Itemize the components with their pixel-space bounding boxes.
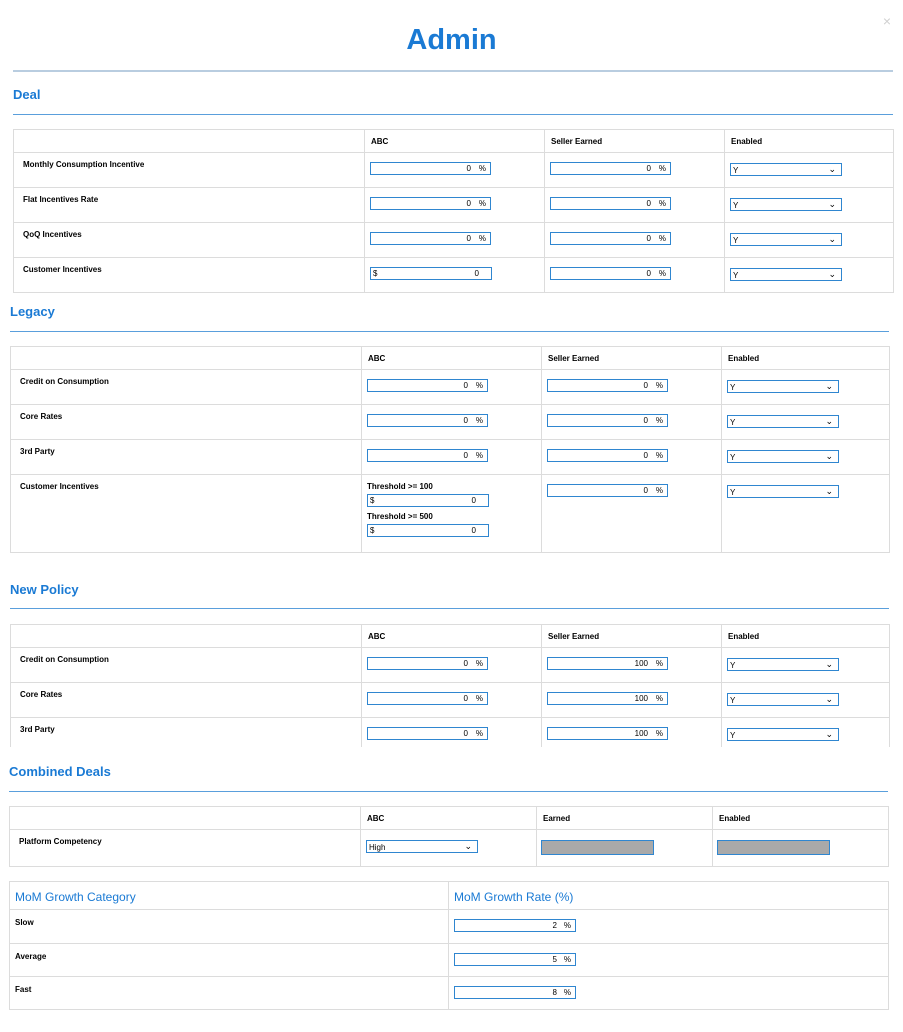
close-icon[interactable]: × — [882, 13, 891, 29]
header-enabled: Enabled — [722, 625, 890, 648]
abc-rate-input[interactable] — [367, 727, 488, 740]
table-header-row — [10, 882, 889, 910]
input-value: 0 — [463, 381, 468, 390]
row-label: QoQ Incentives — [14, 223, 365, 258]
percent-unit: % — [658, 269, 666, 278]
select-value: Y — [730, 696, 736, 705]
input-value: 0 — [463, 659, 468, 668]
legacy-section-title: Legacy — [10, 304, 55, 319]
input-value: 2 — [552, 921, 557, 930]
chevron-down-icon: ⌄ — [825, 451, 833, 461]
percent-unit: % — [478, 234, 486, 243]
deal-table — [13, 129, 894, 293]
enabled-select[interactable] — [727, 693, 839, 706]
input-value: 0 — [646, 164, 651, 173]
percent-unit: % — [475, 729, 483, 738]
input-value: 0 — [466, 164, 471, 173]
percent-unit: % — [475, 381, 483, 390]
threshold-label: Threshold >= 100 — [367, 482, 433, 491]
seller-earned-input[interactable] — [547, 449, 668, 462]
seller-earned-input[interactable] — [550, 267, 671, 280]
row-label: Customer Incentives — [11, 475, 362, 553]
row-label: Average — [10, 944, 449, 977]
percent-unit: % — [563, 988, 571, 997]
chevron-down-icon: ⌄ — [825, 486, 833, 496]
row-label: Platform Competency — [10, 830, 361, 867]
threshold-100-input[interactable] — [367, 494, 489, 507]
select-value: Y — [730, 418, 736, 427]
select-value: Y — [730, 731, 736, 740]
row-label: Core Rates — [11, 683, 362, 718]
header-enabled: Enabled — [725, 130, 894, 153]
row-label: Customer Incentives — [14, 258, 365, 293]
table-row — [14, 223, 894, 258]
percent-unit: % — [655, 729, 663, 738]
header-seller-earned: Seller Earned — [542, 625, 722, 648]
percent-unit: % — [655, 659, 663, 668]
table-row — [11, 683, 890, 718]
abc-amount-input[interactable] — [370, 267, 492, 280]
table-header-row — [11, 625, 890, 648]
input-value: 0 — [643, 381, 648, 390]
input-value: 0 — [646, 234, 651, 243]
enabled-select[interactable] — [727, 728, 839, 741]
select-value: Y — [730, 453, 736, 462]
combined-deals-table — [9, 806, 889, 867]
header-seller-earned: Seller Earned — [545, 130, 725, 153]
legacy-divider — [10, 331, 889, 332]
header-blank — [11, 625, 362, 648]
abc-rate-input[interactable] — [367, 657, 488, 670]
table-row — [11, 475, 890, 553]
seller-earned-input[interactable] — [547, 727, 668, 740]
seller-earned-input[interactable] — [547, 484, 668, 497]
abc-rate-input[interactable] — [370, 197, 491, 210]
seller-earned-input[interactable] — [550, 197, 671, 210]
chevron-down-icon: ⌄ — [828, 164, 836, 174]
percent-unit: % — [658, 199, 666, 208]
percent-unit: % — [655, 416, 663, 425]
chevron-down-icon: ⌄ — [828, 269, 836, 279]
input-value: 100 — [634, 694, 648, 703]
percent-unit: % — [475, 659, 483, 668]
seller-earned-input[interactable] — [550, 232, 671, 245]
select-value: Y — [730, 661, 736, 670]
chevron-down-icon: ⌄ — [828, 199, 836, 209]
percent-unit: % — [655, 486, 663, 495]
abc-rate-input[interactable] — [370, 232, 491, 245]
header-enabled: Enabled — [713, 807, 889, 830]
select-value: Y — [730, 383, 736, 392]
enabled-select[interactable] — [730, 198, 842, 211]
enabled-select[interactable] — [730, 268, 842, 281]
table-row — [14, 153, 894, 188]
threshold-label: Threshold >= 500 — [367, 512, 433, 521]
table-row — [11, 648, 890, 683]
input-value: 0 — [474, 269, 479, 278]
row-label: Flat Incentives Rate — [14, 188, 365, 223]
header-abc: ABC — [362, 625, 542, 648]
mom-growth-table — [9, 881, 889, 1010]
table-row — [10, 830, 889, 867]
percent-unit: % — [655, 381, 663, 390]
enabled-disabled-field — [717, 840, 830, 855]
header-abc: ABC — [365, 130, 545, 153]
growth-rate-input[interactable] — [454, 919, 576, 932]
percent-unit: % — [478, 164, 486, 173]
deal-divider — [13, 114, 893, 115]
row-label: Fast — [10, 977, 449, 1010]
header-blank — [11, 347, 362, 370]
abc-rate-input[interactable] — [367, 414, 488, 427]
earned-disabled-field — [541, 840, 654, 855]
input-value: 0 — [466, 199, 471, 208]
abc-rate-input[interactable] — [370, 162, 491, 175]
abc-rate-input[interactable] — [367, 379, 488, 392]
select-value: Y — [733, 236, 739, 245]
table-row — [11, 370, 890, 405]
chevron-down-icon: ⌄ — [825, 729, 833, 739]
seller-earned-input[interactable] — [547, 379, 668, 392]
threshold-500-input[interactable] — [367, 524, 489, 537]
percent-unit: % — [563, 955, 571, 964]
header-seller-earned: Seller Earned — [542, 347, 722, 370]
header-mom-growth-category: MoM Growth Category — [10, 882, 449, 910]
row-label: Slow — [10, 910, 449, 944]
chevron-down-icon: ⌄ — [828, 234, 836, 244]
table-header-row — [10, 807, 889, 830]
table-row — [14, 258, 894, 293]
table-row — [10, 977, 889, 1010]
row-label: Core Rates — [11, 405, 362, 440]
seller-earned-input[interactable] — [547, 692, 668, 705]
new-policy-section-title: New Policy — [10, 582, 79, 597]
input-value: 0 — [643, 416, 648, 425]
chevron-down-icon: ⌄ — [464, 841, 472, 851]
dollar-prefix: $ — [373, 269, 378, 278]
legacy-table — [10, 346, 890, 553]
select-value: High — [369, 843, 386, 852]
dialog-title: Admin — [406, 24, 497, 56]
enabled-select[interactable] — [727, 485, 839, 498]
input-value: 0 — [471, 526, 476, 535]
chevron-down-icon: ⌄ — [825, 381, 833, 391]
header-blank — [10, 807, 361, 830]
dollar-prefix: $ — [370, 496, 375, 505]
header-abc: ABC — [362, 347, 542, 370]
row-label: 3rd Party — [11, 718, 362, 747]
competency-level-select[interactable] — [366, 840, 478, 853]
table-row — [10, 944, 889, 977]
percent-unit: % — [658, 164, 666, 173]
percent-unit: % — [655, 451, 663, 460]
percent-unit: % — [563, 921, 571, 930]
percent-unit: % — [658, 234, 666, 243]
abc-rate-input[interactable] — [367, 449, 488, 462]
input-value: 0 — [463, 451, 468, 460]
row-label: Credit on Consumption — [11, 648, 362, 683]
input-value: 0 — [463, 729, 468, 738]
percent-unit: % — [478, 199, 486, 208]
enabled-select[interactable] — [730, 233, 842, 246]
table-row — [11, 440, 890, 475]
input-value: 8 — [552, 988, 557, 997]
select-value: Y — [733, 201, 739, 210]
combined-deals-section-title: Combined Deals — [9, 764, 111, 779]
input-value: 0 — [646, 199, 651, 208]
seller-earned-input[interactable] — [550, 162, 671, 175]
enabled-select[interactable] — [727, 658, 839, 671]
combined-deals-divider — [9, 791, 888, 792]
seller-earned-input[interactable] — [547, 657, 668, 670]
enabled-select[interactable] — [727, 415, 839, 428]
input-value: 0 — [643, 451, 648, 460]
header-mom-growth-rate: MoM Growth Rate (%) — [449, 882, 889, 910]
seller-earned-input[interactable] — [547, 414, 668, 427]
row-label: Credit on Consumption — [11, 370, 362, 405]
enabled-select[interactable] — [730, 163, 842, 176]
input-value: 0 — [643, 486, 648, 495]
row-label: Monthly Consumption Incentive — [14, 153, 365, 188]
dollar-prefix: $ — [370, 526, 375, 535]
header-earned: Earned — [537, 807, 713, 830]
input-value: 0 — [463, 416, 468, 425]
growth-rate-input[interactable] — [454, 986, 576, 999]
new-policy-divider — [10, 608, 889, 609]
deal-section-title: Deal — [13, 87, 41, 102]
chevron-down-icon: ⌄ — [825, 659, 833, 669]
percent-unit: % — [475, 451, 483, 460]
table-row — [14, 188, 894, 223]
table-row — [11, 718, 890, 747]
enabled-select[interactable] — [727, 450, 839, 463]
select-value: Y — [733, 166, 739, 175]
table-header-row — [11, 347, 890, 370]
input-value: 100 — [634, 659, 648, 668]
select-value: Y — [733, 271, 739, 280]
growth-rate-input[interactable] — [454, 953, 576, 966]
table-row — [11, 405, 890, 440]
select-value: Y — [730, 488, 736, 497]
chevron-down-icon: ⌄ — [825, 416, 833, 426]
percent-unit: % — [655, 694, 663, 703]
input-value: 5 — [552, 955, 557, 964]
header-abc: ABC — [361, 807, 537, 830]
header-blank — [14, 130, 365, 153]
input-value: 0 — [471, 496, 476, 505]
chevron-down-icon: ⌄ — [825, 694, 833, 704]
input-value: 0 — [466, 234, 471, 243]
table-row — [10, 910, 889, 944]
header-enabled: Enabled — [722, 347, 890, 370]
table-header-row — [14, 130, 894, 153]
input-value: 0 — [463, 694, 468, 703]
row-label: 3rd Party — [11, 440, 362, 475]
percent-unit: % — [475, 416, 483, 425]
title-divider — [13, 70, 893, 72]
new-policy-table — [10, 624, 890, 747]
percent-unit: % — [475, 694, 483, 703]
input-value: 0 — [646, 269, 651, 278]
enabled-select[interactable] — [727, 380, 839, 393]
abc-rate-input[interactable] — [367, 692, 488, 705]
input-value: 100 — [634, 729, 648, 738]
